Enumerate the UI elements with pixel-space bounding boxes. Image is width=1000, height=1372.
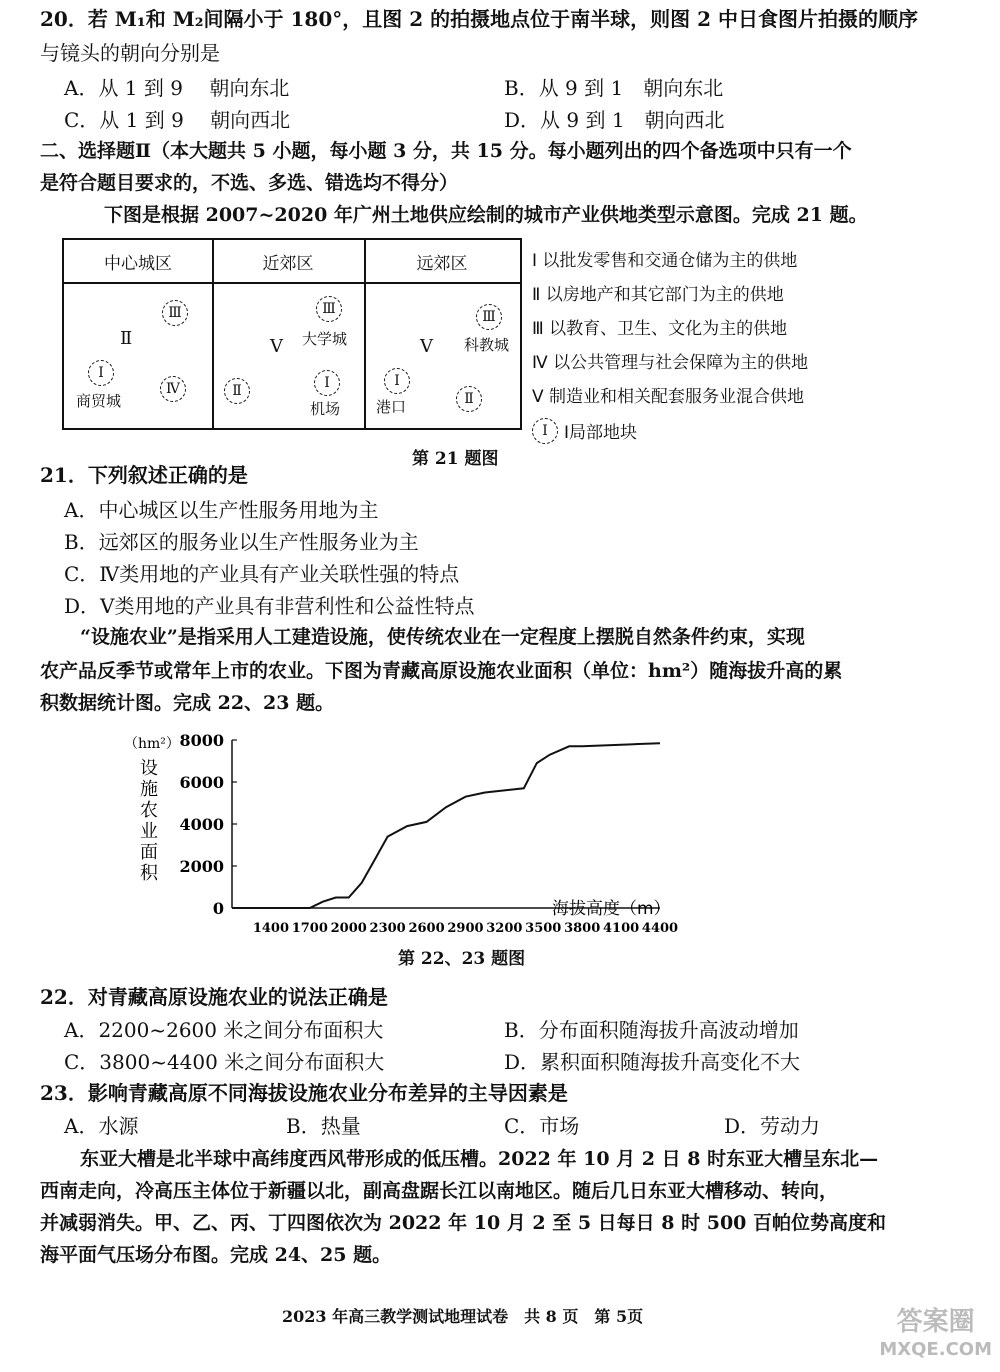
plot-circle-outer-i: Ⅰ — [384, 368, 410, 394]
intro-21: 下图是根据 2007~2020 年广州土地供应绘制的城市产业供地类型示意图。完成 21 题。 — [104, 204, 868, 226]
q21-option-c: C．Ⅳ类用地的产业具有产业关联性强的特点 — [64, 562, 460, 586]
plot-circle-outer-iii: Ⅲ — [476, 304, 502, 330]
plot-circle-suburb-i: Ⅰ — [314, 370, 340, 396]
chart-x-tick-label: 3200 — [486, 921, 523, 936]
q23-option-d: D．劳动力 — [724, 1114, 821, 1138]
plot-circle-center-iv: Ⅳ — [160, 376, 186, 402]
q21-option-d: D．Ⅴ类用地的产业具有非营利性和公益性特点 — [64, 594, 475, 618]
intro24-line4: 海平面气压场分布图。完成 24、25 题。 — [40, 1244, 392, 1266]
plot-circle-center-iii: Ⅲ — [162, 300, 188, 326]
zone-header-center: 中心城区 — [64, 240, 212, 284]
legend-item-local-plot: Ⅰ局部地块 — [564, 423, 638, 443]
chart-ylabel-char: 设 — [140, 758, 158, 779]
suburb-type-label: Ⅴ — [270, 336, 283, 357]
chart-x-tick-label: 1700 — [291, 921, 328, 936]
page-footer: 2023 年高三教学测试地理试卷 共 8 页 第 5页 — [282, 1307, 644, 1326]
facility-agriculture-chart — [110, 728, 690, 938]
q21-option-a: A．中心城区以生产性服务用地为主 — [64, 498, 379, 522]
q22-option-c: C．3800~4400 米之间分布面积大 — [64, 1050, 385, 1074]
chart-x-tick-label: 4100 — [602, 921, 640, 936]
q22-option-d: D．累积面积随海拔升高变化不大 — [504, 1050, 801, 1074]
legend-item-i: Ⅰ 以批发零售和交通仓储为主的供地 — [532, 251, 798, 271]
chart-y-tick-label: 6000 — [179, 773, 224, 792]
q20-stem-line1: 20．若 M₁和 M₂间隔小于 180°，且图 2 的拍摄地点位于南半球，则图 2 中日食图片拍摄的顺序 — [40, 7, 918, 31]
center-type-label: Ⅱ — [120, 328, 133, 349]
label-shangmao: 商贸城 — [76, 392, 122, 410]
zone-divider — [212, 240, 214, 428]
chart-ylabel — [140, 758, 159, 884]
chart-ylabel-char: 面 — [140, 842, 158, 863]
q22-option-a: A．2200~2600 米之间分布面积大 — [64, 1018, 384, 1042]
legend-item-iv: Ⅳ 以公共管理与社会保障为主的供地 — [532, 353, 809, 373]
label-daxuecheng: 大学城 — [302, 330, 348, 348]
chart-ylabel-char: 积 — [140, 863, 158, 884]
chart-y-tick-label: 8000 — [179, 731, 224, 750]
section2-line2: 是符合题目要求的，不选、多选、错选均不得分） — [40, 172, 459, 194]
plot-circle-suburb-ii: Ⅱ — [224, 378, 250, 404]
chart-series-line — [232, 743, 660, 908]
q22-stem: 22．对青藏高原设施农业的说法正确是 — [40, 985, 388, 1009]
chart-y-tick-label: 2000 — [179, 857, 224, 876]
zone-header-suburb: 近郊区 — [212, 240, 364, 284]
chart-ylabel-char: 业 — [140, 821, 158, 842]
legend-item-v: Ⅴ 制造业和相关配套服务业混合供地 — [532, 387, 805, 407]
chart-yunit: （hm²） — [124, 736, 180, 752]
q21-option-b: B．远郊区的服务业以生产性服务业为主 — [64, 530, 419, 554]
label-jichang: 机场 — [310, 400, 341, 418]
label-kejiaocheng: 科教城 — [464, 336, 510, 354]
q20-option-b: B．从 9 到 1 朝向东北 — [504, 76, 724, 100]
plot-circle-suburb-iii: Ⅲ — [316, 296, 342, 322]
chart-x-tick-label: 2600 — [408, 921, 445, 936]
outer-type-label: Ⅴ — [420, 336, 433, 357]
legend-item-iii: Ⅲ 以教育、卫生、文化为主的供地 — [532, 319, 788, 339]
label-gangkou: 港口 — [376, 398, 407, 416]
fig21-caption: 第 21 题图 — [412, 449, 499, 469]
intro22-line1: “设施农业”是指采用人工建造设施，使传统农业在一定程度上摆脱自然条件约束，实现 — [80, 626, 805, 648]
section2-line1: 二、选择题Ⅱ（本大题共 5 小题，每小题 3 分，共 15 分。每小题列出的四个备选项中只有一个 — [40, 140, 852, 162]
chart-x-tick-label: 3500 — [525, 921, 562, 936]
q23-option-a: A．水源 — [64, 1114, 139, 1138]
q20-stem-line2: 与镜头的朝向分别是 — [40, 41, 220, 65]
watermark-logo — [879, 1308, 992, 1364]
q21-stem: 21．下列叙述正确的是 — [40, 463, 248, 487]
plot-circle-center-i: Ⅰ — [88, 360, 114, 386]
land-supply-diagram — [62, 238, 522, 430]
zone-divider — [364, 240, 366, 428]
zone-header-outer: 远郊区 — [364, 240, 520, 284]
chart-caption: 第 22、23 题图 — [398, 949, 526, 969]
intro22-line2: 农产品反季节或常年上市的农业。下图为青藏高原设施农业面积（单位：hm²）随海拔升高的累 — [40, 660, 843, 682]
chart-x-tick-label: 3800 — [564, 921, 601, 936]
intro24-line3: 并减弱消失。甲、乙、丙、丁四图依次为 2022 年 10 月 2 至 5 日每日 8 时 500 百帕位势高度和 — [40, 1212, 887, 1234]
legend-circle-icon: Ⅰ — [532, 418, 558, 444]
chart-x-tick-label: 4400 — [641, 921, 679, 936]
chart-ylabel-char: 农 — [140, 800, 158, 821]
intro24-line1: 东亚大槽是北半球中高纬度西风带形成的低压槽。2022 年 10 月 2 日 8 时东亚大槽呈东北— — [80, 1148, 879, 1170]
watermark-line1: 答案圈 — [896, 1307, 975, 1337]
q23-option-c: C．市场 — [504, 1114, 580, 1138]
chart-ylabel-char: 施 — [140, 779, 158, 800]
q20-option-c: C．从 1 到 9 朝向西北 — [64, 108, 291, 132]
legend-item-ii: Ⅱ 以房地产和其它部门为主的供地 — [532, 285, 784, 305]
chart-y-tick-label: 4000 — [179, 815, 224, 834]
chart-x-tick-label: 2000 — [330, 921, 367, 936]
chart-x-tick-label: 2300 — [369, 921, 406, 936]
intro22-line3: 积数据统计图。完成 22、23 题。 — [40, 692, 335, 714]
q23-option-b: B．热量 — [286, 1114, 361, 1138]
plot-circle-outer-ii: Ⅱ — [456, 386, 482, 412]
chart-x-tick-label: 2900 — [447, 921, 484, 936]
q23-stem: 23．影响青藏高原不同海拔设施农业分布差异的主导因素是 — [40, 1081, 568, 1105]
q20-option-d: D．从 9 到 1 朝向西北 — [504, 108, 725, 132]
chart-xlabel: 海拔高度（m） — [552, 899, 671, 919]
intro24-line2: 西南走向，冷高压主体位于新疆以北，副高盘踞长江以南地区。随后几日东亚大槽移动、转向， — [40, 1180, 839, 1202]
chart-y-tick-label: 0 — [212, 899, 224, 918]
q20-option-a: A．从 1 到 9 朝向东北 — [64, 76, 290, 100]
chart-x-tick-label: 1400 — [252, 921, 290, 936]
q22-option-b: B．分布面积随海拔升高波动增加 — [504, 1018, 799, 1042]
watermark-line2: MXQE.COM — [879, 1339, 992, 1360]
